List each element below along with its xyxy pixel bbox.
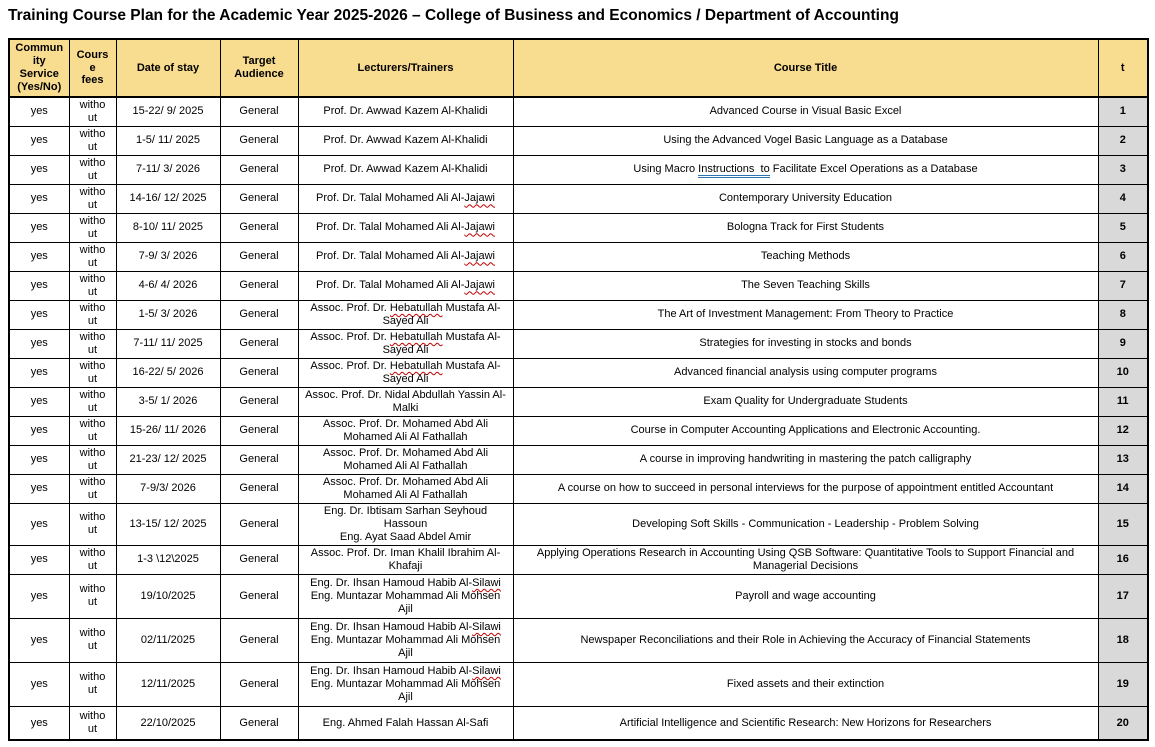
cell-date-of-stay: 7-9/3/ 2026	[116, 474, 220, 503]
cell-target-audience: General	[220, 97, 298, 126]
cell-date-of-stay: 02/11/2025	[116, 618, 220, 662]
cell-target-audience: General	[220, 618, 298, 662]
header-row	[9, 39, 1148, 97]
lecturer-line: Assoc. Prof. Dr. Mohamed Abd Ali	[322, 417, 489, 430]
cell-course-title: Advanced Course in Visual Basic Excel	[513, 97, 1098, 126]
cell-course-title: Developing Soft Skills - Communication - Leadership - Problem Solving	[513, 503, 1098, 545]
course-fees-text: without	[79, 99, 106, 124]
cell-target-audience: General	[220, 445, 298, 474]
lecturer-line: Mohamed Ali Al Fathallah	[343, 459, 468, 472]
cell-course-title: The Art of Investment Management: From Theory to Practice	[513, 300, 1098, 329]
lecturer-line: Prof. Dr. Awwad Kazem Al-Khalidi	[323, 163, 488, 176]
course-fees-text: without	[79, 475, 106, 501]
lecturer-line: Malki	[392, 401, 419, 414]
cell-row-number: 4	[1098, 184, 1148, 213]
header-lecturers-trainers: Lecturers/Trainers	[298, 39, 513, 97]
cell-course-fees	[69, 545, 116, 574]
cell-target-audience: General	[220, 329, 298, 358]
cell-course-title: Strategies for investing in stocks and bonds	[513, 329, 1098, 358]
cell-date-of-stay: 4-6/ 4/ 2026	[116, 271, 220, 300]
cell-date-of-stay: 15-26/ 11/ 2026	[116, 416, 220, 445]
lecturer-line: Eng. Ayat Saad Abdel Amir	[339, 530, 472, 543]
cell-date-of-stay: 12/11/2025	[116, 662, 220, 706]
cell-community-service: yes	[9, 618, 69, 662]
cell-course-fees	[69, 416, 116, 445]
cell-date-of-stay: 21-23/ 12/ 2025	[116, 445, 220, 474]
cell-community-service: yes	[9, 300, 69, 329]
table-row	[9, 503, 1148, 545]
cell-lecturers-trainers	[298, 416, 513, 445]
lecturer-line: Assoc. Prof. Dr. Mohamed Abd Ali	[322, 446, 489, 459]
cell-course-title: Newspaper Reconciliations and their Role in Achieving the Accuracy of Financial Statements	[513, 618, 1098, 662]
lecturer-line: Assoc. Prof. Dr. Hebatullah Mustafa Al-	[310, 330, 501, 343]
cell-lecturers-trainers	[298, 242, 513, 271]
course-fees-text: without	[79, 417, 106, 443]
cell-course-title: Applying Operations Research in Accounting Using QSB Software: Quantitative Tools to Support Financial and Managerial Decisions	[513, 545, 1098, 574]
table-row	[9, 184, 1148, 213]
course-fees-text: without	[79, 546, 106, 572]
header-community-service: Commun ity Service (Yes/No)	[9, 39, 69, 97]
cell-row-number: 5	[1098, 213, 1148, 242]
cell-row-number: 17	[1098, 574, 1148, 618]
course-fees-text: without	[79, 627, 106, 653]
table-row	[9, 445, 1148, 474]
cell-date-of-stay: 15-22/ 9/ 2025	[116, 97, 220, 126]
header-date-of-stay: Date of stay	[116, 39, 220, 97]
cell-row-number: 7	[1098, 271, 1148, 300]
cell-lecturers-trainers	[298, 706, 513, 740]
lecturer-line: Assoc. Prof. Dr. Mohamed Abd Ali	[322, 475, 489, 488]
course-fees-text: without	[79, 511, 106, 537]
lecturer-line: Assoc. Prof. Dr. Hebatullah Mustafa Al-	[310, 359, 501, 372]
lecturer-line: Mohamed Ali Al Fathallah	[343, 488, 468, 501]
cell-lecturers-trainers	[298, 545, 513, 574]
cell-course-fees	[69, 329, 116, 358]
cell-course-fees	[69, 445, 116, 474]
lecturer-line: Prof. Dr. Talal Mohamed Ali Al-Jajawi	[316, 221, 495, 234]
cell-lecturers-trainers	[298, 300, 513, 329]
header-course-fees: Cours e fees	[69, 39, 116, 97]
cell-target-audience: General	[220, 387, 298, 416]
cell-course-title: Artificial Intelligence and Scientific Research: New Horizons for Researchers	[513, 706, 1098, 740]
cell-lecturers-trainers	[298, 574, 513, 618]
lecturer-line: Eng. Dr. Ihsan Hamoud Habib Al-Silawi	[310, 664, 501, 677]
cell-lecturers-trainers	[298, 358, 513, 387]
table-row	[9, 618, 1148, 662]
cell-row-number: 13	[1098, 445, 1148, 474]
course-fees-text: without	[79, 156, 106, 182]
cell-course-title: Fixed assets and their extinction	[513, 662, 1098, 706]
cell-course-fees	[69, 662, 116, 706]
lecturer-line: Prof. Dr. Talal Mohamed Ali Al-Jajawi	[316, 192, 495, 205]
cell-target-audience: General	[220, 662, 298, 706]
cell-community-service: yes	[9, 184, 69, 213]
cell-target-audience: General	[220, 155, 298, 184]
cell-target-audience: General	[220, 271, 298, 300]
lecturer-line: Ajil	[398, 602, 413, 615]
cell-date-of-stay: 1-5/ 3/ 2026	[116, 300, 220, 329]
course-fees-text: without	[79, 583, 106, 609]
cell-course-title: Teaching Methods	[513, 242, 1098, 271]
cell-course-fees	[69, 474, 116, 503]
cell-row-number: 15	[1098, 503, 1148, 545]
table-row	[9, 213, 1148, 242]
cell-date-of-stay: 7-11/ 3/ 2026	[116, 155, 220, 184]
training-plan-table	[8, 38, 1149, 741]
cell-course-fees	[69, 503, 116, 545]
table-row	[9, 416, 1148, 445]
course-fees-text: without	[79, 185, 106, 211]
cell-row-number: 9	[1098, 329, 1148, 358]
cell-lecturers-trainers	[298, 126, 513, 155]
cell-course-title: Advanced financial analysis using computer programs	[513, 358, 1098, 387]
header-course-title: Course Title	[513, 39, 1098, 97]
cell-course-title: A course in improving handwriting in mastering the patch calligraphy	[513, 445, 1098, 474]
cell-lecturers-trainers	[298, 474, 513, 503]
cell-row-number: 2	[1098, 126, 1148, 155]
cell-row-number: 19	[1098, 662, 1148, 706]
cell-course-title: Payroll and wage accounting	[513, 574, 1098, 618]
cell-community-service: yes	[9, 242, 69, 271]
course-fees-text: without	[79, 272, 106, 298]
course-fees-text: without	[79, 214, 106, 240]
cell-lecturers-trainers	[298, 213, 513, 242]
cell-target-audience: General	[220, 574, 298, 618]
table-row	[9, 242, 1148, 271]
lecturer-line: Eng. Dr. Ihsan Hamoud Habib Al-Silawi	[310, 620, 501, 633]
table-row	[9, 662, 1148, 706]
course-fees-text: without	[79, 301, 106, 327]
lecturer-line: Eng. Muntazar Mohammad Ali Mohsen	[310, 677, 501, 690]
cell-row-number: 10	[1098, 358, 1148, 387]
cell-community-service: yes	[9, 574, 69, 618]
lecturer-line: Eng. Ahmed Falah Hassan Al-Safi	[322, 716, 489, 729]
lecturer-line: Ajil	[398, 690, 413, 703]
lecturer-line: Prof. Dr. Talal Mohamed Ali Al-Jajawi	[316, 250, 495, 263]
cell-course-fees	[69, 155, 116, 184]
cell-target-audience: General	[220, 358, 298, 387]
cell-community-service: yes	[9, 155, 69, 184]
cell-course-fees	[69, 213, 116, 242]
cell-target-audience: General	[220, 706, 298, 740]
header-target-audience: Target Audience	[220, 39, 298, 97]
cell-target-audience: General	[220, 545, 298, 574]
cell-target-audience: General	[220, 184, 298, 213]
cell-course-fees	[69, 97, 116, 126]
lecturer-line: Sayed Ali	[382, 372, 429, 385]
table-row	[9, 545, 1148, 574]
cell-date-of-stay: 7-9/ 3/ 2026	[116, 242, 220, 271]
lecturer-line: Prof. Dr. Awwad Kazem Al-Khalidi	[323, 105, 488, 118]
cell-course-title: Course in Computer Accounting Applications and Electronic Accounting.	[513, 416, 1098, 445]
lecturer-line: Assoc. Prof. Dr. Iman Khalil Ibrahim Al-	[310, 546, 501, 559]
cell-target-audience: General	[220, 416, 298, 445]
cell-target-audience: General	[220, 213, 298, 242]
course-fees-text: without	[79, 359, 106, 385]
cell-course-fees	[69, 706, 116, 740]
cell-lecturers-trainers	[298, 662, 513, 706]
cell-community-service: yes	[9, 662, 69, 706]
lecturer-line: Eng. Muntazar Mohammad Ali Mohsen	[310, 589, 501, 602]
lecturer-line: Prof. Dr. Awwad Kazem Al-Khalidi	[323, 134, 488, 147]
cell-date-of-stay: 1-3 \12\2025	[116, 545, 220, 574]
cell-course-title: Contemporary University Education	[513, 184, 1098, 213]
lecturer-line: Eng. Dr. Ibtisam Sarhan Seyhoud Hassoun	[323, 504, 488, 530]
cell-community-service: yes	[9, 329, 69, 358]
cell-course-fees	[69, 184, 116, 213]
cell-community-service: yes	[9, 503, 69, 545]
cell-lecturers-trainers	[298, 445, 513, 474]
cell-date-of-stay: 14-16/ 12/ 2025	[116, 184, 220, 213]
cell-community-service: yes	[9, 445, 69, 474]
cell-lecturers-trainers	[298, 618, 513, 662]
table-row	[9, 474, 1148, 503]
cell-community-service: yes	[9, 97, 69, 126]
table-row	[9, 329, 1148, 358]
cell-row-number: 8	[1098, 300, 1148, 329]
lecturer-line: Eng. Dr. Ihsan Hamoud Habib Al-Silawi	[310, 576, 501, 589]
course-fees-text: without	[79, 388, 106, 414]
cell-lecturers-trainers	[298, 503, 513, 545]
cell-community-service: yes	[9, 416, 69, 445]
lecturer-line: Eng. Muntazar Mohammad Ali Mohsen	[310, 633, 501, 646]
cell-lecturers-trainers	[298, 387, 513, 416]
cell-lecturers-trainers	[298, 271, 513, 300]
lecturer-line: Khafaji	[388, 559, 423, 572]
cell-course-title: A course on how to succeed in personal interviews for the purpose of appointment entitled Accountant	[513, 474, 1098, 503]
lecturer-line: Mohamed Ali Al Fathallah	[343, 430, 468, 443]
cell-target-audience: General	[220, 126, 298, 155]
cell-lecturers-trainers	[298, 97, 513, 126]
course-fees-text: without	[79, 446, 106, 472]
cell-date-of-stay: 16-22/ 5/ 2026	[116, 358, 220, 387]
lecturer-line: Sayed Ali	[382, 314, 429, 327]
table-row	[9, 358, 1148, 387]
cell-row-number: 18	[1098, 618, 1148, 662]
cell-course-fees	[69, 271, 116, 300]
lecturer-line: Assoc. Prof. Dr. Nidal Abdullah Yassin Al-	[305, 388, 506, 401]
cell-community-service: yes	[9, 358, 69, 387]
cell-date-of-stay: 19/10/2025	[116, 574, 220, 618]
cell-course-title: Using Macro Instructions to Facilitate Excel Operations as a Database	[513, 155, 1098, 184]
cell-row-number: 6	[1098, 242, 1148, 271]
cell-course-title: Bologna Track for First Students	[513, 213, 1098, 242]
cell-lecturers-trainers	[298, 155, 513, 184]
cell-date-of-stay: 1-5/ 11/ 2025	[116, 126, 220, 155]
cell-community-service: yes	[9, 706, 69, 740]
course-fees-text: without	[79, 243, 106, 269]
cell-course-title: Using the Advanced Vogel Basic Language as a Database	[513, 126, 1098, 155]
course-fees-text: without	[79, 330, 106, 356]
cell-course-title: The Seven Teaching Skills	[513, 271, 1098, 300]
lecturer-line: Sayed Ali	[382, 343, 429, 356]
cell-course-fees	[69, 618, 116, 662]
course-fees-text: without	[79, 671, 106, 697]
cell-date-of-stay: 3-5/ 1/ 2026	[116, 387, 220, 416]
cell-row-number: 12	[1098, 416, 1148, 445]
cell-target-audience: General	[220, 242, 298, 271]
cell-course-title: Exam Quality for Undergraduate Students	[513, 387, 1098, 416]
cell-course-fees	[69, 358, 116, 387]
cell-course-fees	[69, 574, 116, 618]
table-row	[9, 574, 1148, 618]
cell-course-fees	[69, 242, 116, 271]
cell-community-service: yes	[9, 545, 69, 574]
course-fees-text: without	[79, 710, 106, 736]
lecturer-line: Ajil	[398, 646, 413, 659]
cell-community-service: yes	[9, 474, 69, 503]
cell-course-fees	[69, 387, 116, 416]
cell-community-service: yes	[9, 126, 69, 155]
table-row	[9, 155, 1148, 184]
cell-date-of-stay: 8-10/ 11/ 2025	[116, 213, 220, 242]
page-title: Training Course Plan for the Academic Year 2025-2026 – College of Business and Economics / Department of Accounting	[8, 7, 899, 24]
cell-row-number: 11	[1098, 387, 1148, 416]
table-row	[9, 126, 1148, 155]
course-fees-text: without	[79, 127, 106, 153]
cell-lecturers-trainers	[298, 184, 513, 213]
cell-lecturers-trainers	[298, 329, 513, 358]
cell-course-fees	[69, 126, 116, 155]
cell-target-audience: General	[220, 300, 298, 329]
cell-row-number: 16	[1098, 545, 1148, 574]
header-row-number: t	[1098, 39, 1148, 97]
cell-row-number: 3	[1098, 155, 1148, 184]
cell-date-of-stay: 13-15/ 12/ 2025	[116, 503, 220, 545]
cell-target-audience: General	[220, 474, 298, 503]
lecturer-line: Assoc. Prof. Dr. Hebatullah Mustafa Al-	[310, 301, 501, 314]
cell-date-of-stay: 7-11/ 11/ 2025	[116, 329, 220, 358]
table-row	[9, 706, 1148, 740]
table-row	[9, 300, 1148, 329]
table-row	[9, 387, 1148, 416]
cell-community-service: yes	[9, 387, 69, 416]
table-row	[9, 271, 1148, 300]
table-body	[9, 97, 1148, 740]
cell-row-number: 14	[1098, 474, 1148, 503]
cell-row-number: 20	[1098, 706, 1148, 740]
table-row	[9, 97, 1148, 126]
lecturer-line: Prof. Dr. Talal Mohamed Ali Al-Jajawi	[316, 279, 495, 292]
cell-date-of-stay: 22/10/2025	[116, 706, 220, 740]
cell-community-service: yes	[9, 213, 69, 242]
cell-course-fees	[69, 300, 116, 329]
cell-target-audience: General	[220, 503, 298, 545]
cell-row-number: 1	[1098, 97, 1148, 126]
cell-community-service: yes	[9, 271, 69, 300]
